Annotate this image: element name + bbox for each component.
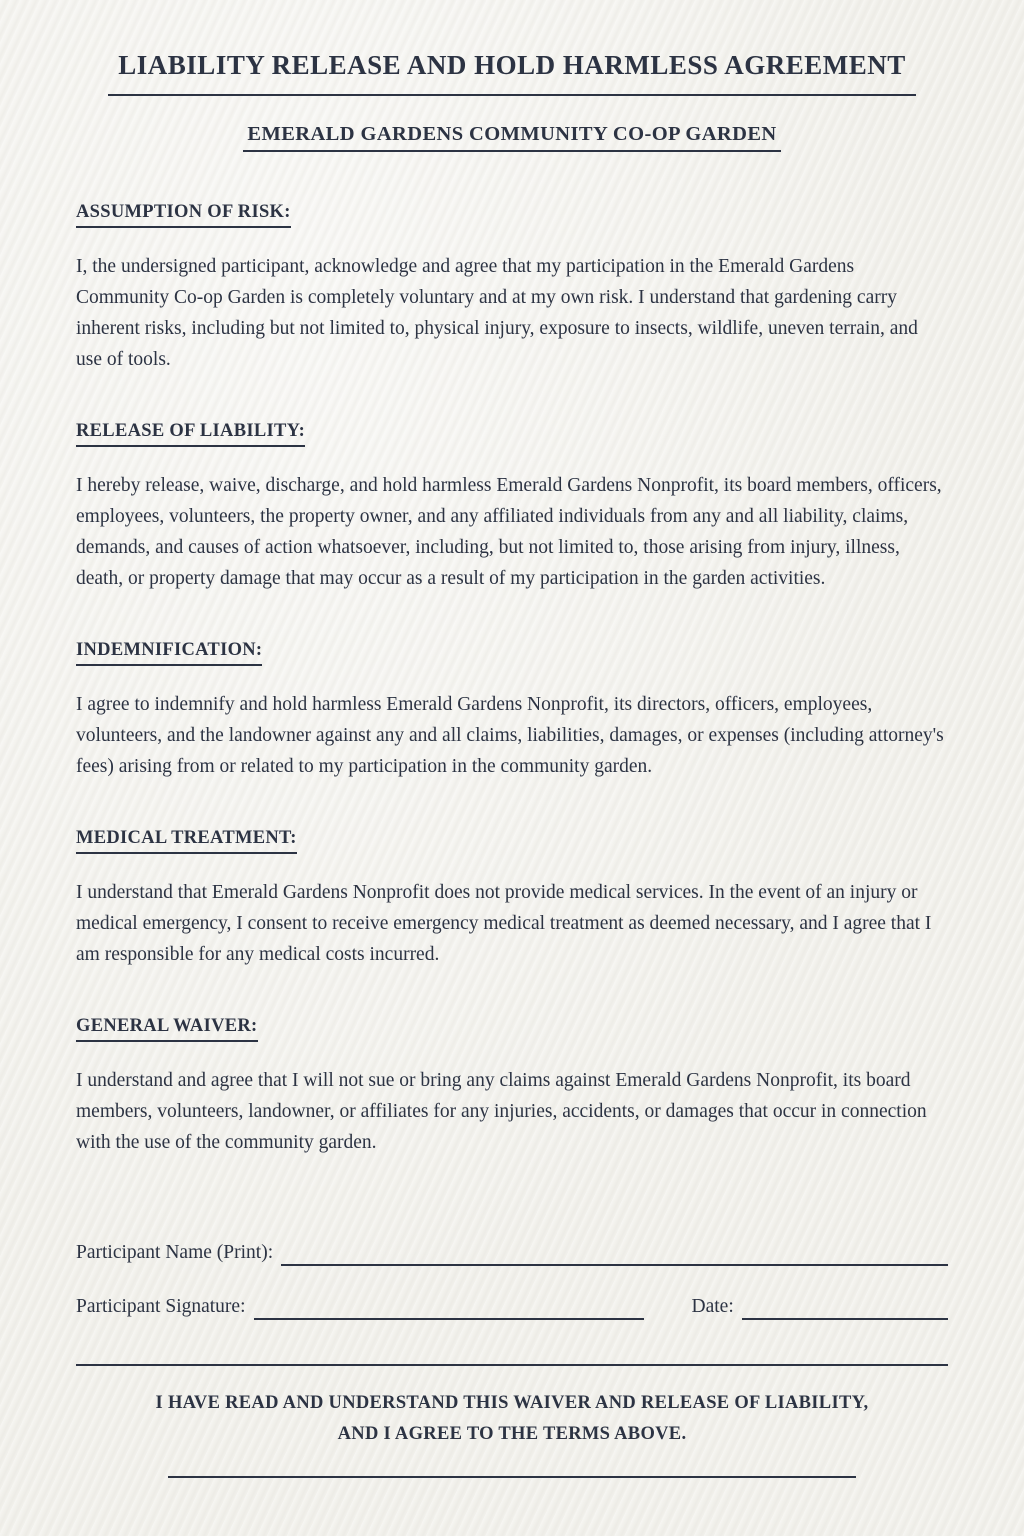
acknowledgement-statement [76,1388,948,1450]
section-medical-treatment [76,828,948,970]
section-heading-assumption-of-risk: ASSUMPTION OF RISK: [76,202,291,228]
acknowledgement-line-2: AND I AGREE TO THE TERMS ABOVE. [337,1424,687,1444]
acknowledgement-top-divider [76,1364,948,1366]
section-body-medical-treatment: I understand that Emerald Gardens Nonprofit does not provide medical services. In the event of an injury or medical emergency, I consent to receive emergency medical treatment as deemed necessary, and I agree that I am responsible for any medical costs incurred. [76,882,932,965]
section-heading-release-of-liability: RELEASE OF LIABILITY: [76,421,305,447]
section-heading-indemnification: INDEMNIFICATION: [76,640,262,666]
date-label: Date: [691,1296,734,1317]
section-indemnification [76,640,948,782]
section-assumption-of-risk [76,202,948,375]
section-heading-general-waiver: GENERAL WAIVER: [76,1016,258,1042]
date-field[interactable] [742,1294,948,1320]
document-subtitle: EMERALD GARDENS COMMUNITY CO-OP GARDEN [243,123,780,152]
participant-signature-field[interactable] [254,1294,644,1320]
section-heading-medical-treatment: MEDICAL TREATMENT: [76,828,297,854]
section-general-waiver [76,1016,948,1158]
signature-block [76,1240,948,1320]
document-title: LIABILITY RELEASE AND HOLD HARMLESS AGREEMENT [108,50,915,96]
acknowledgement-bottom-divider [168,1476,856,1478]
participant-name-label: Participant Name (Print): [76,1242,274,1263]
participant-name-row [76,1240,948,1266]
signature-date-row [76,1294,948,1320]
participant-signature-label: Participant Signature: [76,1296,246,1317]
section-release-of-liability [76,421,948,594]
section-body-general-waiver: I understand and agree that I will not sue or bring any claims against Emerald Gardens Nonprofit, its board members, volunteers, landowner, or affiliates for any injuries, accidents, or damages that occur in connection with the use of the community garden. [76,1070,927,1153]
participant-name-field[interactable] [281,1240,948,1266]
acknowledgement-line-1: I HAVE READ AND UNDERSTAND THIS WAIVER AND RELEASE OF LIABILITY, [155,1393,869,1413]
section-body-indemnification: I agree to indemnify and hold harmless Emerald Gardens Nonprofit, its directors, officers, employees, volunteers, and the landowner against any and all claims, liabilities, damages, or expenses (including attorney's fees) arising from or related to my participation in the community garden. [76,694,944,777]
section-body-assumption-of-risk: I, the undersigned participant, acknowledge and agree that my participation in the Emerald Gardens Community Co-op Garden is completely voluntary and at my own risk. I understand that gardening carry inherent risks, including but not limited to, physical injury, exposure to insects, wildlife, uneven terrain, and use of tools. [76,256,918,370]
section-body-release-of-liability: I hereby release, waive, discharge, and hold harmless Emerald Gardens Nonprofit, its board members, officers, employees, volunteers, the property owner, and any affiliated individuals from any and all liability, claims, demands, and causes of action whatsoever, including, but not limited to, those arising from injury, illness, death, or property damage that may occur as a result of my participation in the garden activities. [76,475,942,589]
